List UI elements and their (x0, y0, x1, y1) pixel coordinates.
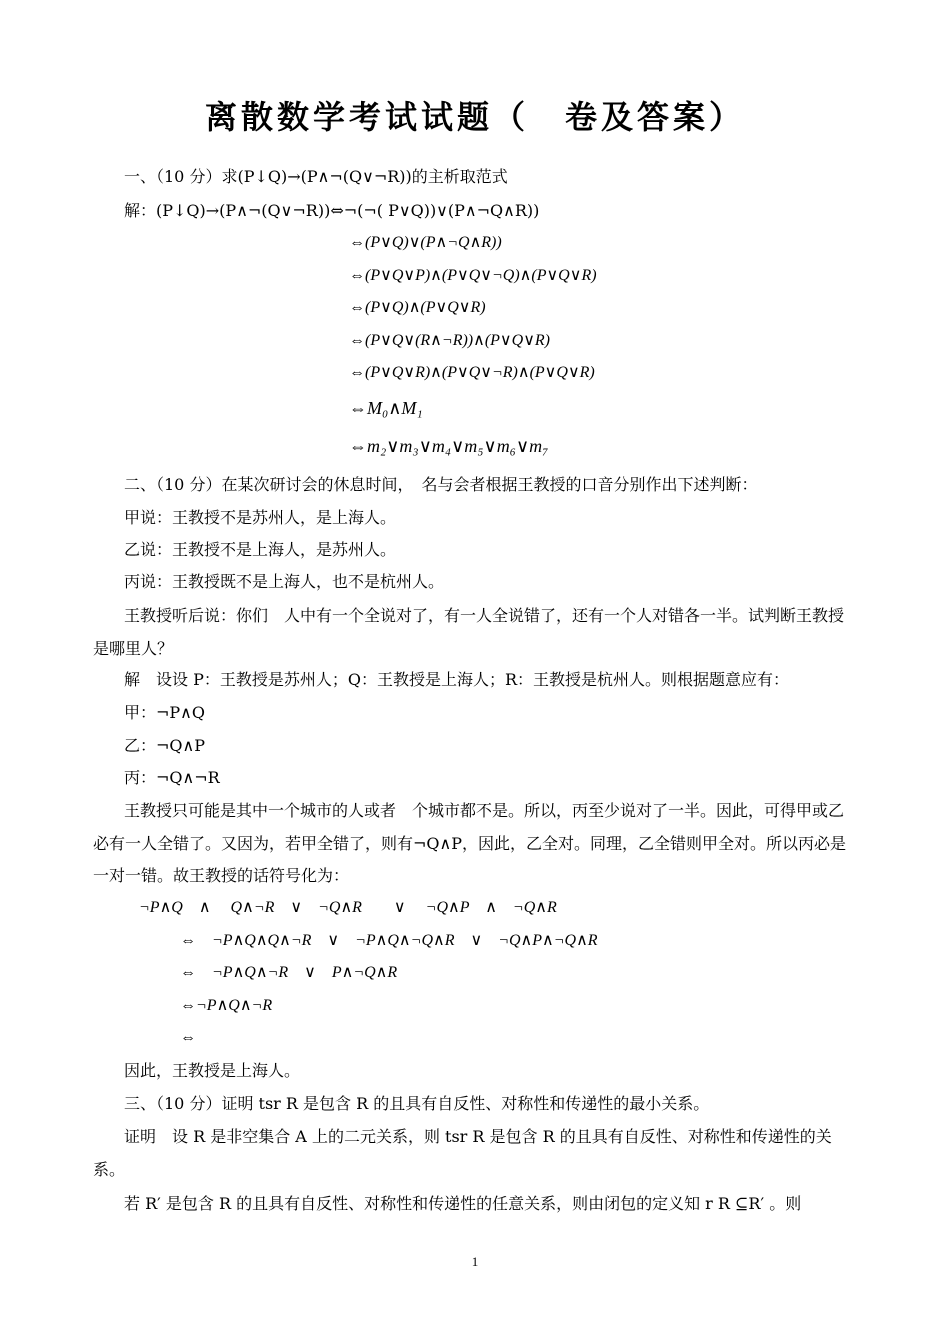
professor-response: 王教授听后说：你们 人中有一个全说对了，有一人全说错了，还有一个人对错各一半。试判断王教授是哪里人？ (93, 606, 845, 658)
page-title: 离散数学考试试题（ 卷及答案） (204, 98, 745, 136)
derivation-step: ⇔ ¬P∧Q∧Q∧¬R ∨ ¬P∧Q∧¬Q∧R ∨ ¬Q∧P∧¬Q∧R (180, 932, 598, 949)
derivation-step: ⇔(P∨Q∨R)∧(P∨Q∨¬R)∧(P∨Q∨R) (349, 364, 595, 381)
formula-jia: 甲：¬P∧Q (124, 703, 206, 722)
question-2-solution: 解 设设 P：王教授是苏州人；Q：王教授是上海人；R：王教授是杭州人。则根据题意应有： (124, 670, 790, 689)
statement-yi: 乙说：王教授不是上海人，是苏州人。 (124, 540, 397, 559)
reasoning-paragraph: 王教授只可能是其中一个城市的人或者 个城市都不是。所以，丙至少说对了一半。因此，可得甲或乙必有一人全错了。又因为，若甲全错了，则有¬Q∧P，因此，乙全对。同理，乙全错则甲全对。所以丙必是一对一错。故王教授的话符号化为： (93, 801, 847, 885)
question-3-proof: 证明 设 R 是非空集合 A 上的二元关系，则 tsr R 是包含 R 的且具有自反性、对称性和传递性的关系。 (93, 1127, 832, 1179)
statement-bing: 丙说：王教授既不是上海人，也不是杭州人。 (124, 572, 445, 591)
derivation-step: ⇔ (180, 1029, 196, 1046)
derivation-step: ⇔(P∨Q)∧(P∨Q∨R) (349, 299, 486, 316)
page-number: 1 (471, 1254, 479, 1269)
question-3-continuation: 若 R′ 是包含 R 的且具有自反性、对称性和传递性的任意关系，则由闭包的定义知 r R ⊆R′ 。则 (124, 1194, 802, 1213)
derivation-step: ⇔ ¬P∧Q∧¬R ∨ P∧¬Q∧R (180, 964, 398, 981)
derivation-step: ⇔(P∨Q)∨(P∧¬Q∧R)) (349, 234, 502, 251)
question-1-solution: 解：(P↓Q)→(P∧¬(Q∨¬R))⇔¬(¬( P∨Q))∨(P∧¬Q∧R)) (124, 201, 540, 220)
derivation-step: ⇔(P∨Q∨(R∧¬R))∧(P∨Q∨R) (349, 332, 551, 349)
derivation-step: ⇔M₀∧M₁ (349, 398, 423, 418)
question-2-text: 二、（10 分）在某次研讨会的休息时间， 名与会者根据王教授的口音分别作出下述判断： (124, 475, 758, 494)
question-3-text: 三、（10 分）证明 tsr R 是包含 R 的且具有自反性、对称性和传递性的最小关系。 (124, 1094, 710, 1113)
derivation-step: ⇔(P∨Q∨P)∧(P∨Q∨¬Q)∧(P∨Q∨R) (349, 267, 597, 284)
question-1-text: 一、（10 分）求(P↓Q)→(P∧¬(Q∨¬R))的主析取范式 (124, 167, 508, 186)
statement-jia: 甲说：王教授不是苏州人，是上海人。 (124, 508, 397, 527)
derivation-step: ⇔m₂∨m₃∨m₄∨m₅∨m₆∨m₇ (349, 436, 549, 456)
derivation-step: ⇔¬P∧Q∧¬R (180, 997, 273, 1014)
symbolic-expression: ¬P∧Q ∧ Q∧¬R ∨ ¬Q∧R ∨ ¬Q∧P ∧ ¬Q∧R (139, 899, 557, 916)
formula-yi: 乙：¬Q∧P (124, 736, 206, 755)
formula-bing: 丙：¬Q∧¬R (124, 768, 220, 787)
question-2-conclusion: 因此，王教授是上海人。 (124, 1061, 301, 1080)
